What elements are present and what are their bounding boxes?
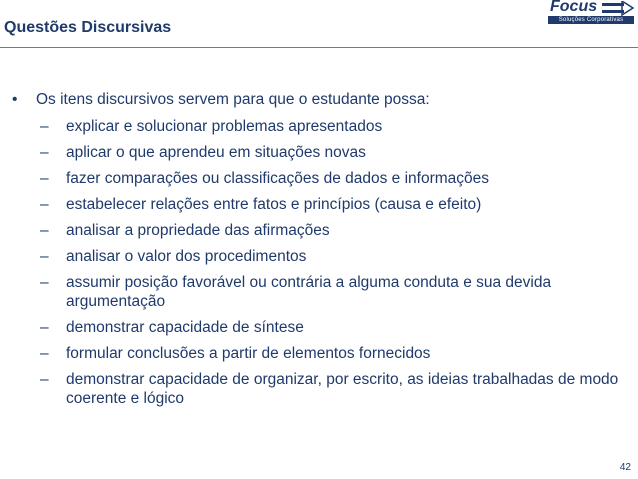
list-item — [0, 247, 638, 266]
main-bullet-marker: • — [12, 91, 18, 108]
list-item-text: aplicar o que aprendeu em situações novas — [66, 144, 366, 161]
list-item-text: demonstrar capacidade de síntese — [66, 319, 304, 336]
page-number: 42 — [619, 462, 631, 473]
dash-marker: – — [40, 144, 49, 161]
list-item — [0, 169, 638, 188]
logo-wordmark: Focus — [550, 0, 598, 15]
dash-marker: – — [40, 345, 49, 362]
list-item — [0, 221, 638, 240]
list-item-text: assumir posição favorável ou contrária a alguma conduta e sua devida argumentação — [66, 274, 552, 310]
logo-arrow-icon — [602, 1, 634, 16]
list-item-text: analisar a propriedade das afirmações — [66, 222, 330, 239]
list-item — [0, 344, 638, 363]
title-divider — [0, 47, 638, 48]
list-item — [0, 318, 638, 337]
list-item-text: estabelecer relações entre fatos e princípios (causa e efeito) — [66, 196, 482, 213]
list-item — [0, 117, 638, 136]
list-item — [0, 370, 638, 408]
dash-marker: – — [40, 118, 49, 135]
list-item-text: explicar e solucionar problemas apresentados — [66, 118, 383, 135]
list-item — [0, 273, 638, 311]
list-item-text: fazer comparações ou classificações de dados e informações — [66, 170, 490, 187]
dash-marker: – — [40, 371, 49, 388]
logo-tagline: Soluções Corporativas — [548, 16, 634, 24]
dash-marker: – — [40, 222, 49, 239]
slide-title: Questões Discursivas — [4, 19, 172, 36]
dash-marker: – — [40, 196, 49, 213]
sub-item-list — [0, 117, 638, 415]
list-item-text: demonstrar capacidade de organizar, por escrito, as ideias trabalhadas de modo coerente e lógico — [66, 371, 619, 407]
dash-marker: – — [40, 248, 49, 265]
dash-marker: – — [40, 170, 49, 187]
focus-logo — [548, 0, 634, 24]
main-bullet-text: Os itens discursivos servem para que o estudante possa: — [36, 91, 430, 108]
list-item-text: analisar o valor dos procedimentos — [66, 248, 307, 265]
list-item-text: formular conclusões a partir de elementos fornecidos — [66, 345, 431, 362]
dash-marker: – — [40, 319, 49, 336]
dash-marker: – — [40, 274, 49, 291]
list-item — [0, 195, 638, 214]
list-item — [0, 143, 638, 162]
